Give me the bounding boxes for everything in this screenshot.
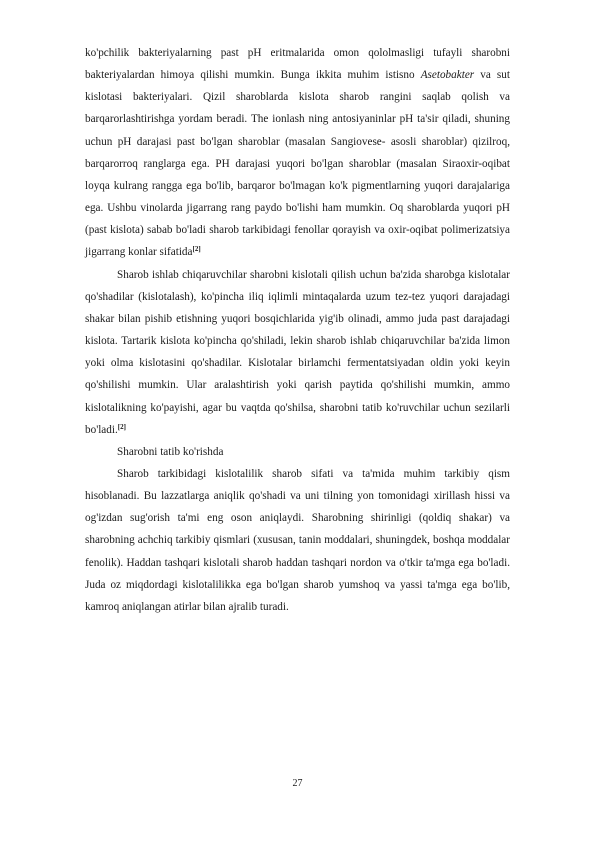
document-page [85,42,510,618]
paragraph-acidification [85,264,510,441]
paragraph-text: Sharob ishlab chiqaruvchilar sharobni kislotali qilish uchun ba'zida sharobga kislotalar qo'shadilar (kislotalash), ko'pincha iliq iqlimli mintaqalarda uzum tez-tez yuqori darajadagi shakar bilan pishib etishning yuqori bosqichlarida yig'ib olinadi, ammo juda past darajadagi kislota. Tartarik kislota ko'pincha qo'shiladi, lekin sharob ishlab chiqaruvchilar ba'zida limon yoki olma kislotasini qo'shadilar. Kislotalar birlamchi fermentatsiyadan oldin yoki keyin qo'shilishi mumkin. Ular aralashtirish yoki qarish paytida qo'shilishi mumkin, ammo kislotalikning ko'payishi, agar bu vaqtda qo'shilsa, sharobni tatib ko'ruvchilar uchun sezilarli bo'ladi. [85,268,510,436]
paragraph-acidity-protection [85,42,510,264]
page-number: 27 [292,778,303,789]
paragraph-text-end: va sut kislotasi bakteriyalari. Qizil sharoblarda kislota sharob rangini saqlab qolish va barqarorlashtirishga yordam beradi. The ionlash ning antosiyaninlar pH ta'sir qiladi, shuning uchun pH darajasi past bo'lgan sharoblar (masalan Sangiovese- asosli sharoblar) qizilroq, barqarorroq ranglarga ega. PH darajasi yuqori bo'lgan sharoblar (masalan Siraoxir-oqibat loyqa kulrang rangga ega bo'lib, barqaror bo'lmagan ko'k pigmentlarning yuqori darajalariga ega. Ushbu vinolarda jigarrang rang paydo bo'lishi ham mumkin. Oq sharoblarda yuqori pH (past kislota) sabab bo'ladi sharob tarkibidagi fenollar qorayish va oxir-oqibat polimerizatsiya jigarrang konlar sifatida [85,69,510,259]
citation-reference[interactable]: [2] [192,245,201,254]
citation-reference[interactable]: [2] [117,422,126,431]
paragraph-tasting: Sharob tarkibidagi kislotalilik sharob sifati va ta'mida muhim tarkibiy qism hisoblanadi. Bu lazzatlarga aniqlik qo'shadi va uni tilning yon tomonidagi xirillash hissi va og'izdan sug'orish ta'mi eng oson aniqlaydi. Sharobning shirinligi (qoldiq shakar) va sharobning achchiq tarkibiy qismlari (xususan, tanin moddalari, shuningdek, boshqa moddalar fenolik). Haddan tashqari kislotali sharob haddan tashqari nordon va o'tkir ta'mga ega bo'ladi. Juda oz miqdordagi kislotalilikka ega bo'lgan sharob yumshoq va yassi ta'mga ega bo'lib, kamroq aniqlangan atirlar bilan ajralib turadi. [85,467,510,613]
paragraph-text-start: ko'pchilik bakteriyalarning past pH eritmalarida omon qololmasligi tufayli sharobni bakteriyalardan himoya qilishi mumkin. Bunga ikkita muhim istisno [85,47,510,82]
italic-term-asetobakter: Asetobakter [420,69,475,82]
section-heading: Sharobni tatib ko'rishda [117,445,224,458]
